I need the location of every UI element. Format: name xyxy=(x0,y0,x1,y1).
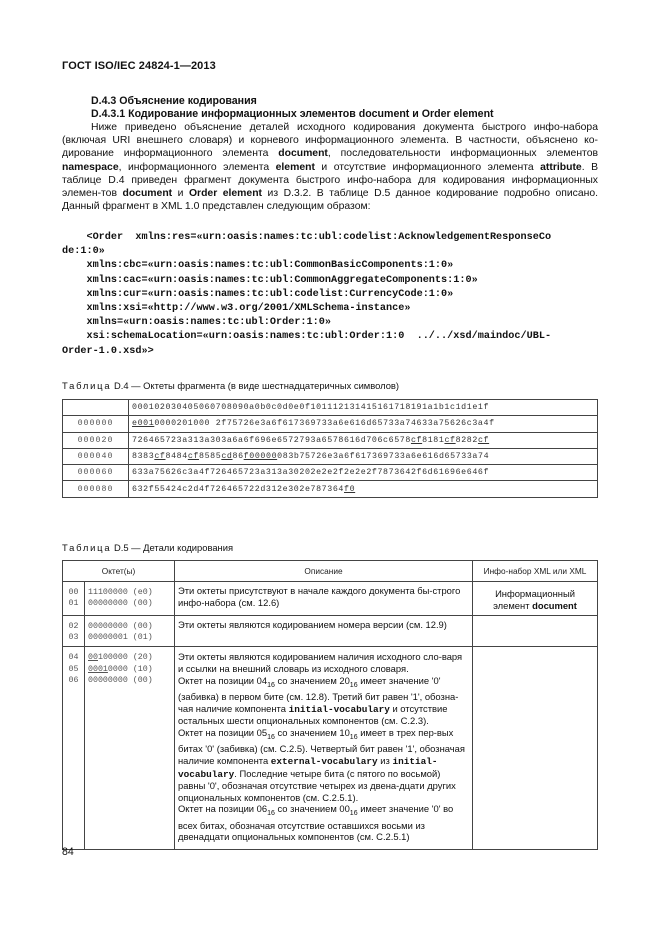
code-line: xmlns=«urn:oasis:names:tc:ubl:Order:1:0» xyxy=(62,317,331,329)
table-d4-caption: Таблица D.4 — Октеты фрагмента (в виде шестнадцатеричных символов) xyxy=(62,380,400,391)
code-line: Order-1.0.xsd»> xyxy=(62,345,154,357)
intro-paragraph: Ниже приведено объяснение деталей исходного кодирования документа быстрого инфо-набора (включая URI внешнего словаря) и корневого информационного элемента. В частности, объяснено ко-дирование информационного элемента document, последовательности информационных элементов namespace, информационного элемента element и отсутствие информационного элемента attribute. В таблице D.4 приведен фрагмент документа быстрого инфо-набора для кодирования информационных элемен-тов document и Order element из D.3.2. В таблице D.5 данное кодирование подробно описано. Данный фрагмент в XML 1.0 представлен следующим образом: xyxy=(62,122,599,213)
octets-header: Октет(ы) xyxy=(63,561,175,582)
table-row: 000020 726465723a313a303a6a6f696e6572793a6578616d706c6578cf8181cf8282cf xyxy=(63,432,598,448)
code-line: xmlns:cur=«urn:oasis:names:tc:ubl:codelist:CurrencyCode:1:0» xyxy=(62,288,454,300)
section-heading: D.4.3 Объяснение кодирования xyxy=(91,95,257,107)
table-row: 000080 632f55424c2d4f726465722d312e302e787364f0 xyxy=(63,481,598,497)
table-row: 000040 8383cf8484cf8585cd86f00000083b75726e3a6f617369733a6e616d65733a74 xyxy=(63,448,598,464)
page-number: 84 xyxy=(62,846,74,858)
byte-index-header: 000102030405060708090a0b0c0d0e0f101112131415161718191a1b1c1d1e1f xyxy=(129,400,598,416)
table-d5-caption: Таблица D.5 — Детали кодирования xyxy=(62,542,234,553)
standard-header: ГОСТ ISO/IEC 24824-1—2013 xyxy=(62,60,216,72)
table-header-row xyxy=(63,561,598,582)
code-line: xsi:schemaLocation=«urn:oasis:names:tc:ubl:Order:1:0 ../../xsd/maindoc/UBL- xyxy=(62,331,552,343)
code-line: xmlns:cac=«urn:oasis:names:tc:ubl:CommonAggregateComponents:1:0» xyxy=(62,274,478,286)
subsection-heading: D.4.3.1 Кодирование информационных элементов document и Order element xyxy=(91,108,494,120)
table-row: 02 03 00000000 (00) 00000001 (01) Эти октеты являются кодированием номера версии (см. 12.9) xyxy=(63,616,598,647)
xml-code-block xyxy=(62,231,602,359)
code-line: <Order xmlns:res=«urn:oasis:names:tc:ubl:codelist:AcknowledgementResponseCo xyxy=(62,232,552,243)
encoding-details-table xyxy=(62,560,598,850)
table-row: 000060 633a75626c3a4f726465723a313a30202e2e2f2e2e2f7873642f6d61696e646f xyxy=(63,465,598,481)
code-line: xmlns:xsi=«http://www.w3.org/2001/XMLSchema-instance» xyxy=(62,303,411,315)
table-row: 04 05 06 00100000 (20) 00010000 (10) 00000000 (00) Эти октеты являются кодированием наличия исходного сло-варя и ссылки на внешний словарь из исходного словаря. Октет на позиции $04_{16}$ со значением $20_{16}$ имеет значение '0' (забивка) в первом бите (см. 12.8). Третий бит равен '1', обозна-чая наличие компонента initial-vocabulary и отсутствие остальных шести опциональных компонентов (см. C.2.3). Октет на позиции $05_{16}$ со значением $10_{16}$ имеет в трех пер-вых битах '0' (забивка) (см. C.2.5). Четвертый бит равен '1', обозначая наличие компонента external-vocabulary из initial-vocabulary. Последние четыре бита (с пятого по восьмой) равны '0', обозначая отсутствие четырех из двена-дцати других опциональных компонентов (см. C.2.5.1). Октет на позиции $06_{16}$ со значением $00_{16}$ имеет значение '0' во всех битах, обозначая отсутствие оставшихся восьми из двенадцати опциональных компонентов (см. C.2.5.1) xyxy=(63,647,598,850)
infoset-header: Инфо-набор XML или XML xyxy=(473,561,598,582)
octets-table xyxy=(62,399,598,498)
table-header-row xyxy=(63,400,598,416)
table-row: 000000 e0010000201000 2f75726e3a6f617369733a6e616d65733a74633a75626c3a4f xyxy=(63,416,598,432)
description-header: Описание xyxy=(175,561,473,582)
code-line: de:1:0» xyxy=(62,246,105,258)
table-row: 00 01 11100000 (e0) 00000000 (00) Эти октеты присутствуют в начале каждого документа бы-строго инфо-набора (см. 12.6) Информационный элемент document xyxy=(63,582,598,616)
code-line: xmlns:cbc=«urn:oasis:names:tc:ubl:CommonBasicComponents:1:0» xyxy=(62,260,454,272)
